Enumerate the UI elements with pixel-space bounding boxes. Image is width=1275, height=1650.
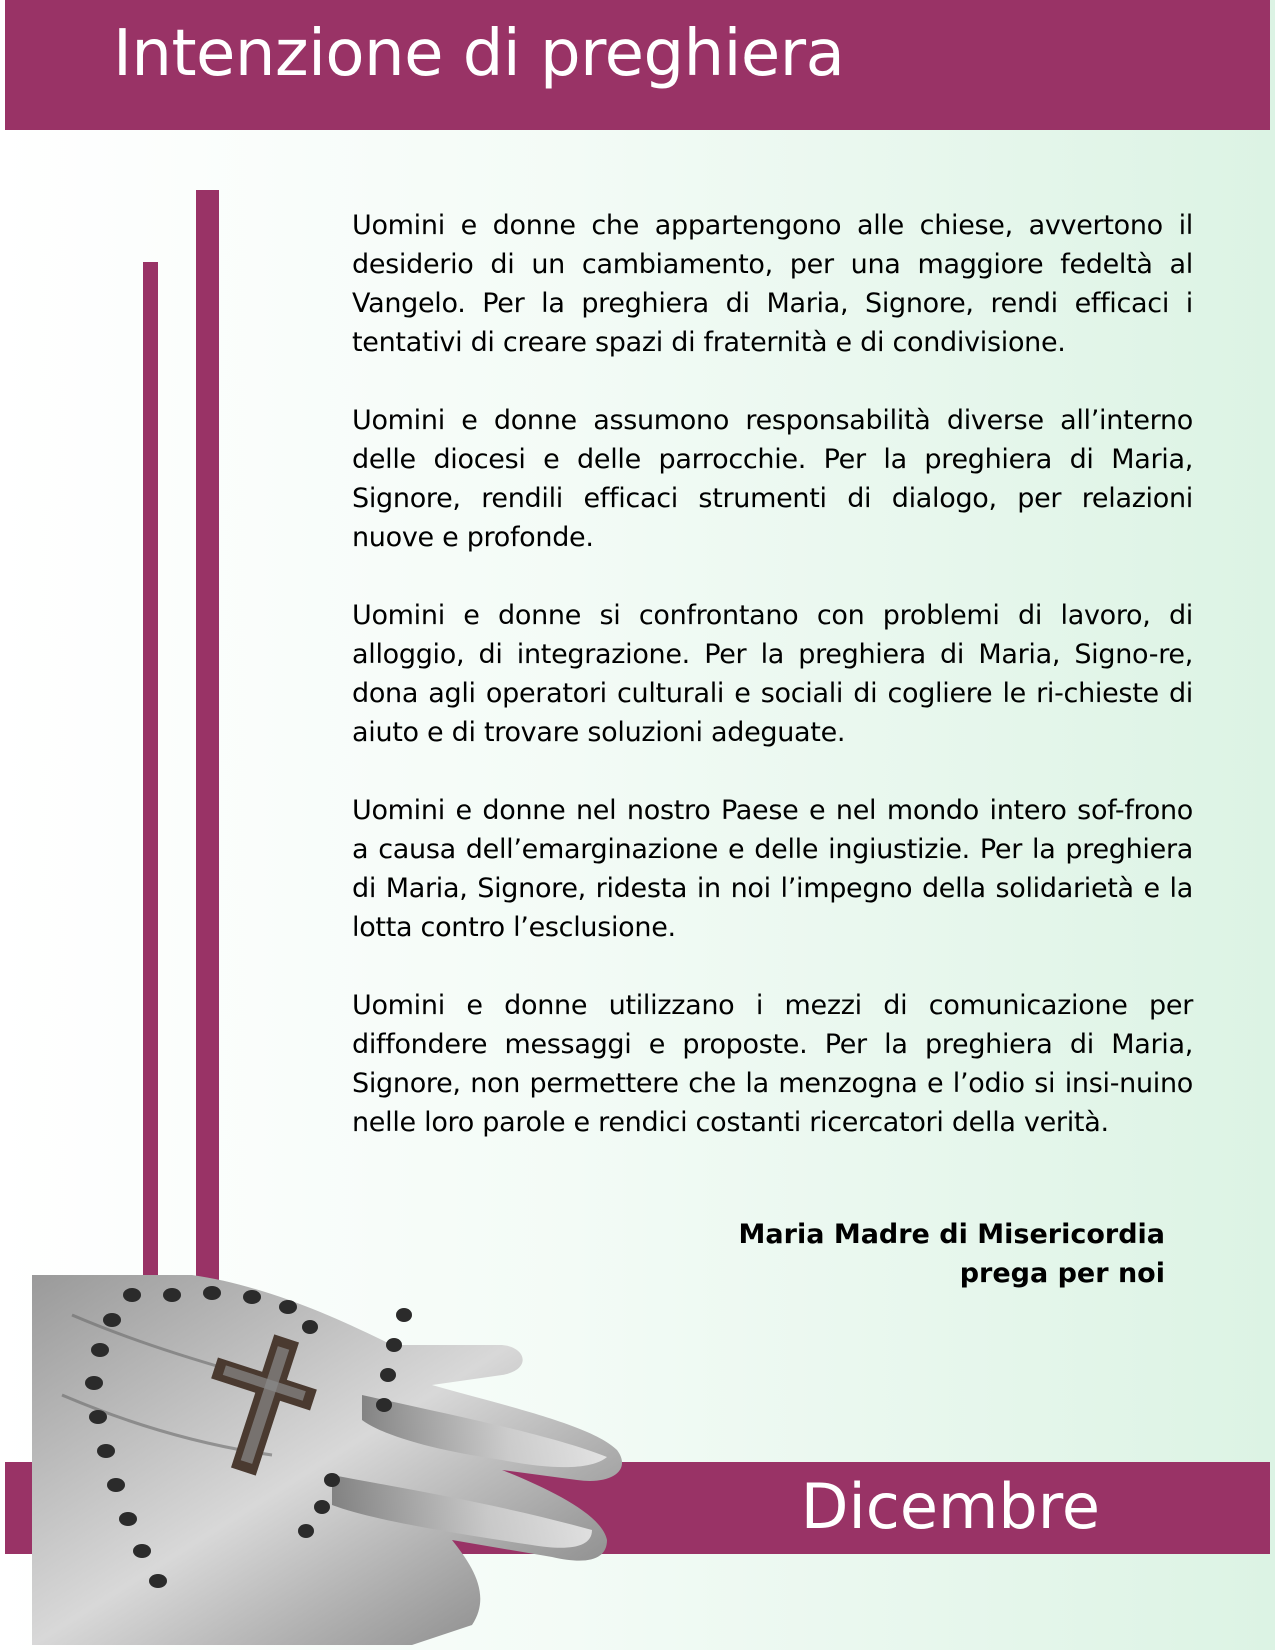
prayer-paragraph-3: Uomini e donne si confrontano con problemi di lavoro, di alloggio, di integrazione. Per la preghiera di Maria, Signo-re, dona agli operatori culturali e sociali di cogliere le ri-chieste di aiuto e di trovare soluzioni adeguate. xyxy=(352,600,1193,748)
prayer-paragraph-5: Uomini e donne utilizzano i mezzi di comunicazione per diffondere messaggi e proposte. Per la preghiera di Maria, Signore, non permettere che la menzogna e l’odio si insi-nuino nelle loro parole e rendici costanti ricercatori della verità. xyxy=(352,990,1193,1138)
hand-with-rosary-icon xyxy=(32,1275,632,1645)
closing-invocation xyxy=(739,1215,1165,1293)
closing-line-2: prega per noi xyxy=(959,1258,1165,1289)
prayer-body xyxy=(352,206,1193,1181)
prayer-paragraph-2: Uomini e donne assumono responsabilità diverse all’interno delle diocesi e delle parrocchie. Per la preghiera di Maria, Signore, rendili efficaci strumenti di dialogo, per relazioni nuove e profonde. xyxy=(352,405,1193,553)
month-label: Dicembre xyxy=(800,1470,1100,1543)
closing-line-1: Maria Madre di Misericordia xyxy=(738,1219,1165,1250)
prayer-paragraph-4: Uomini e donne nel nostro Paese e nel mondo intero sof-frono a causa dell’emarginazione e delle ingiustizie. Per la preghiera di Maria, Signore, ridesta in noi l’impegno della solidarietà e la lotta contro l’esclusione. xyxy=(352,795,1193,943)
prayer-paragraph-1: Uomini e donne che appartengono alle chiese, avvertono il desiderio di un cambiamento, per una maggiore fedeltà al Vangelo. Per la preghiera di Maria, Signore, rendi efficaci i tentativi di creare spazi di fraternità e di condivisione. xyxy=(352,210,1193,358)
page-title: Intenzione di preghiera xyxy=(113,17,845,91)
